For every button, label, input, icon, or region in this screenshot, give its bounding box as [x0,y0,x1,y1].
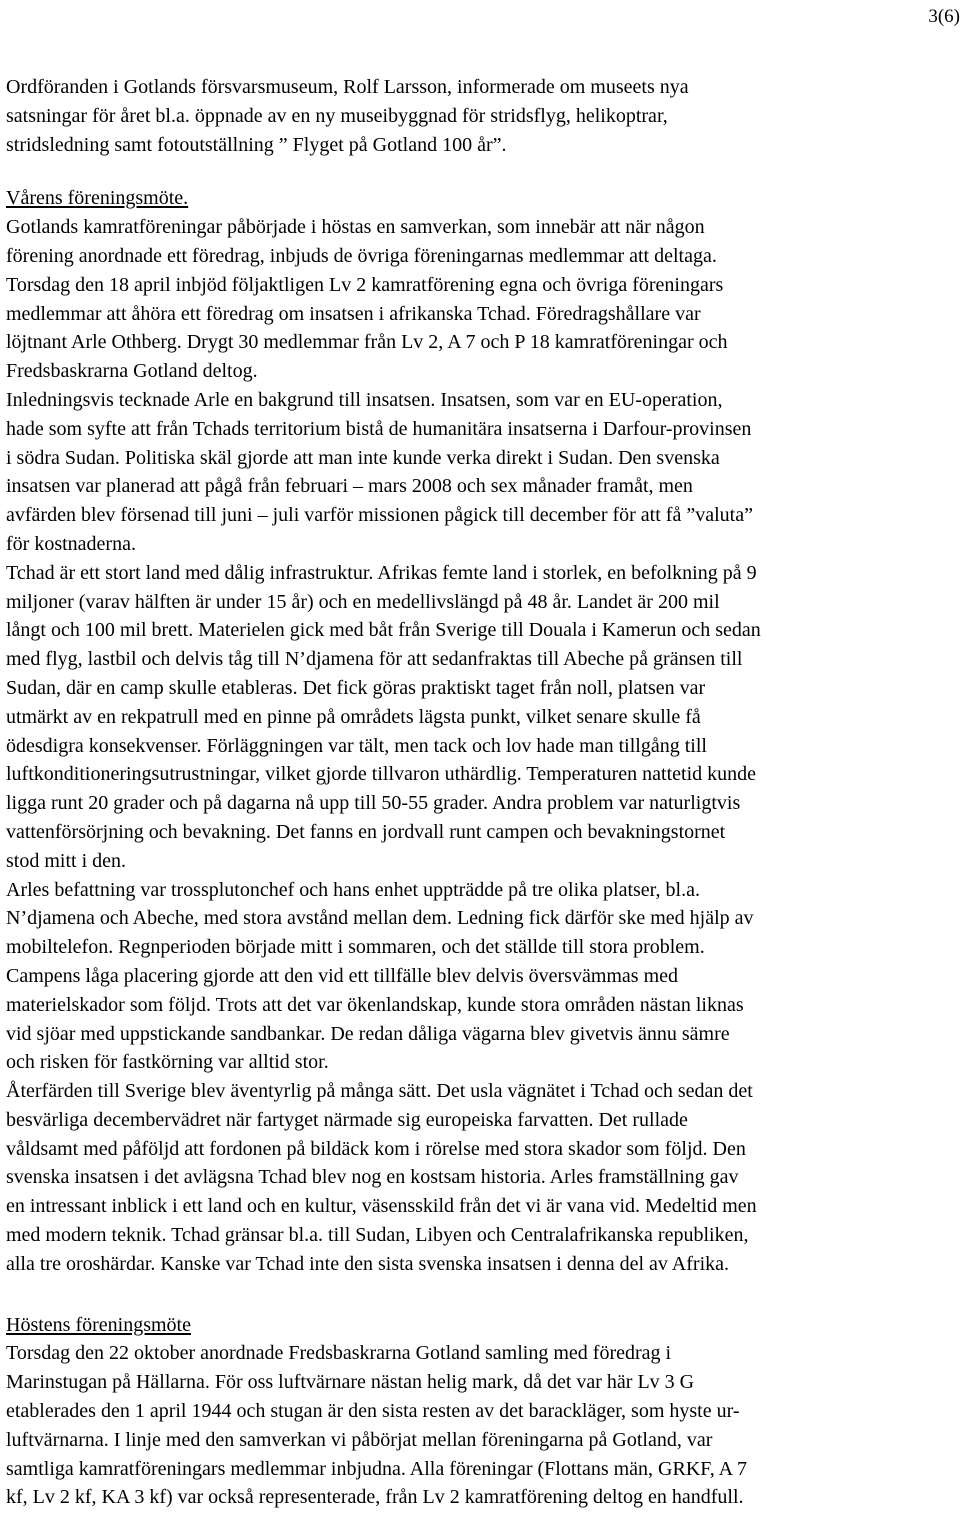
autumn-section-body [6,1339,958,1512]
page-number: 3(6) [928,6,960,27]
text-line: hade som syfte att från Tchads territorium bistå de humanitära insatserna i Darfour-provinsen [6,417,752,440]
text-line: miljoner (varav hälften är under 15 år) och en medellivslängd på 48 år. Landet är 200 mil [6,590,720,613]
section-heading-autumn: Höstens föreningsmöte [6,1313,191,1336]
text-line: luftkonditioneringsutrustningar, vilket gjorde tillvaron uthärdlig. Temperaturen nattetid kunde [6,763,757,786]
text-line: förening anordnade ett föredrag, inbjuds de övriga föreningarnas medlemmar att deltaga. [6,244,717,267]
text-line: med modern teknik. Tchad gränsar bl.a. till Sudan, Libyen och Centralafrikanska republiken, [6,1224,749,1247]
text-line: medlemmar att åhöra ett föredrag om insatsen i afrikanska Tchad. Föredragshållare var [6,302,701,325]
text-line: Fredsbaskrarna Gotland deltog. [6,360,258,383]
text-line: Gotlands kamratföreningar påbörjade i höstas en samverkan, som innebär att när någon [6,216,705,239]
text-line: vid sjöar med uppstickande sandbankar. De redan dåliga vägarna blev givetvis ännu sämre [6,1022,730,1045]
text-line: Tchad är ett stort land med dålig infrastruktur. Afrikas femte land i storlek, en befolkning på 9 [6,561,757,584]
text-line: insatsen var planerad att pågå från februari – mars 2008 och sex månader framåt, men [6,475,693,498]
text-line: samtliga kamratföreningars medlemmar inbjudna. Alla föreningar (Flottans män, GRKF, A 7 [6,1457,748,1480]
text-line: N’djamena och Abeche, med stora avstånd mellan dem. Ledning fick därför ske med hjälp av [6,907,754,930]
text-line: Arles befattning var trossplutonchef och hans enhet uppträdde på tre olika platser, bl.a. [6,878,700,901]
text-line: Torsdag den 22 oktober anordnade Fredsbaskrarna Gotland samling med föredrag i [6,1342,672,1365]
spring-section-body [6,213,958,1278]
text-line: besvärliga decembervädret när fartyget närmade sig europeiska farvatten. Det rullade [6,1108,688,1131]
text-line: vattenförsörjning och bevakning. Det fanns en jordvall runt campen och bevakningstornet [6,820,726,843]
text-line: stridsledning samt fotoutställning ” Flyget på Gotland 100 år”. [6,133,507,156]
text-line: ligga runt 20 grader och på dagarna nå upp till 50-55 grader. Andra problem var naturligtvis [6,792,741,815]
text-line: Ordföranden i Gotlands försvarsmuseum, Rolf Larsson, informerade om museets nya [6,76,689,98]
section-heading-spring: Vårens föreningsmöte. [6,187,189,210]
text-line: kf, Lv 2 kf, KA 3 kf) var också representerade, från Lv 2 kamratförening deltog en handfull. [6,1486,744,1509]
text-line: Campens låga placering gjorde att den vid ett tillfälle blev delvis översvämmas med [6,964,679,987]
text-line: Sudan, där en camp skulle etableras. Det fick göras praktiskt taget från noll, platsen var [6,676,706,699]
text-line: stod mitt i den. [6,849,126,872]
document-body [6,73,958,1512]
text-line: i södra Sudan. Politiska skäl gjorde att man inte kunde verka direkt i Sudan. Den svenska [6,446,720,469]
text-line: avfärden blev försenad till juni – juli varför missionen pågick till december för att få ”valuta” [6,504,753,527]
museum-paragraph [6,73,958,159]
text-line: våldsamt med påföljd att fordonen på bildäck kom i rörelse med stora skador som följd. Den [6,1137,746,1160]
text-line: långt och 100 mil brett. Materielen gick med båt från Sverige till Douala i Kamerun och sedan [6,619,761,642]
text-line: Marinstugan på Hällarna. För oss luftvärnare nästan helig mark, då det var här Lv 3 G [6,1371,695,1394]
text-line: ödesdigra konsekvenser. Förläggningen var tält, men tack och lov hade man tillgång till [6,734,707,757]
text-line: mobiltelefon. Regnperioden började mitt i sommaren, och det ställde till stora problem. [6,936,705,959]
text-line: Återfärden till Sverige blev äventyrlig på många sätt. Det usla vägnätet i Tchad och sedan det [6,1080,753,1103]
text-line: materielskador som följd. Trots att det var ökenlandskap, kunde stora områden nästan liknas [6,993,744,1016]
text-line: luftvärnarna. I linje med den samverkan vi påbörjat mellan föreningarna på Gotland, var [6,1428,713,1451]
text-line: satsningar för året bl.a. öppnade av en ny museibyggnad för stridsflyg, helikoptrar, [6,104,668,127]
text-line: en intressant inblick i ett land och en kultur, väsensskild från det vi är vana vid. Medeltid men [6,1195,757,1218]
text-line: utmärkt av en rekpatrull med en pinne på områdets lägsta punkt, vilket senare skulle få [6,705,701,728]
text-line: alla tre oroshärdar. Kanske var Tchad inte den sista svenska insatsen i denna del av Afrika. [6,1252,729,1275]
text-line: för kostnaderna. [6,532,136,555]
text-line: med flyg, lastbil och delvis tåg till N’djamena för att sedanfraktas till Abeche på gränsen till [6,648,743,671]
text-line: etablerades den 1 april 1944 och stugan är den sista resten av det barackläger, som hyste ur- [6,1400,740,1423]
text-line: och risken för fastkörning var alltid stor. [6,1051,329,1074]
text-line: Torsdag den 18 april inbjöd följaktligen Lv 2 kamratförening egna och övriga föreningars [6,273,724,296]
text-line: Inledningsvis tecknade Arle en bakgrund till insatsen. Insatsen, som var en EU-operation, [6,388,723,411]
text-line: löjtnant Arle Othberg. Drygt 30 medlemmar från Lv 2, A 7 och P 18 kamratföreningar och [6,331,728,354]
text-line: svenska insatsen i det avlägsna Tchad blev nog en kostsam historia. Arles framställning gav [6,1166,739,1189]
